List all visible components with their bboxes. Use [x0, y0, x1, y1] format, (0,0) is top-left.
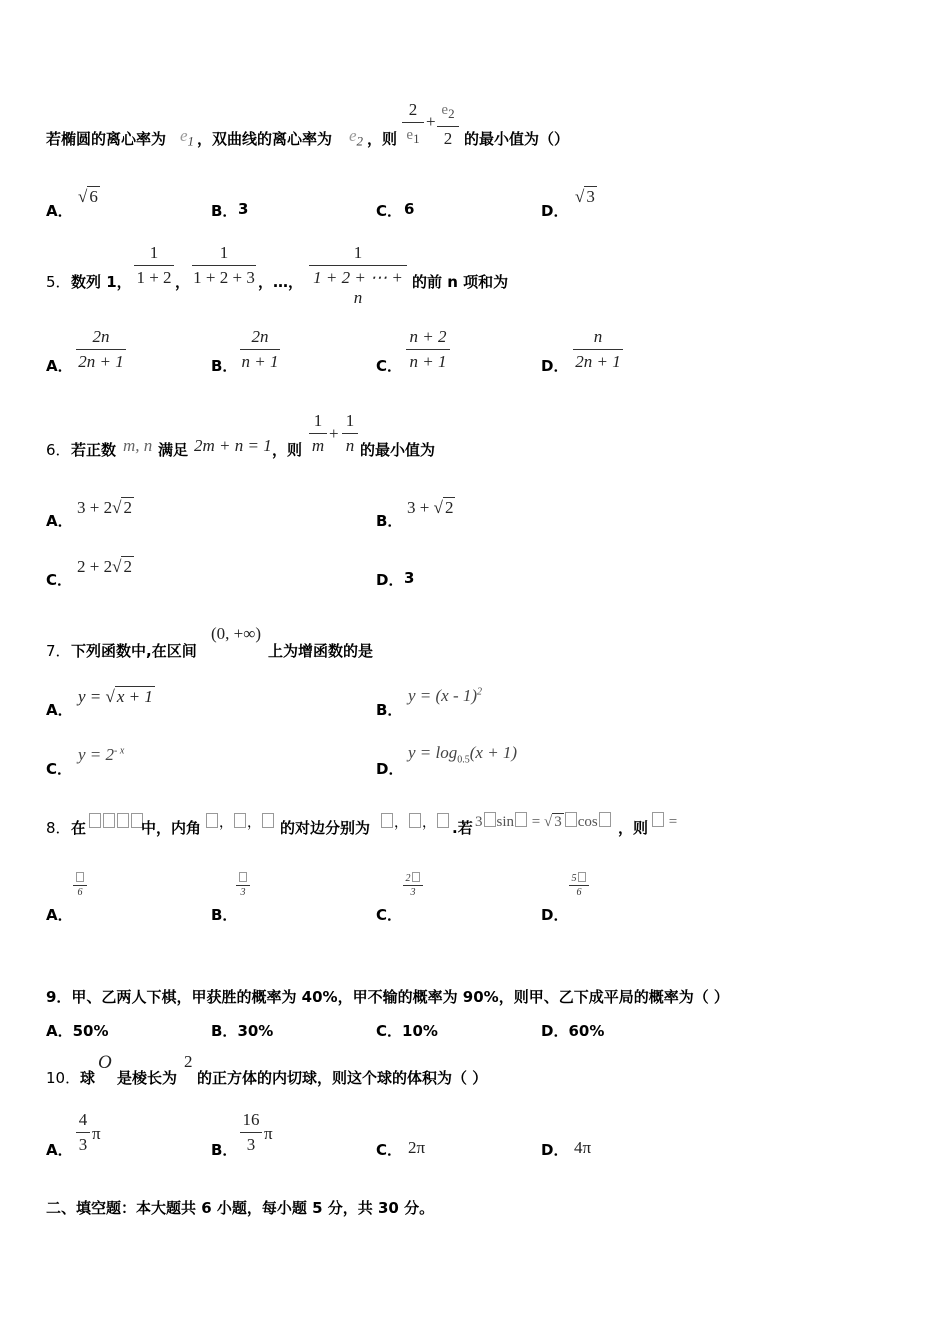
q4-stem-a: 若椭圆的离心率为	[46, 130, 167, 148]
q4-option-d-value: √ 3	[575, 187, 595, 206]
q10-edge: 2	[184, 1052, 193, 1071]
q10-option-c-label: C．	[376, 1141, 403, 1159]
q6-option-d-value: 3	[404, 569, 415, 587]
q7-stem-a: 下列函数中,在区间	[71, 642, 197, 660]
q10-stem-c: 的正方体的内切球，则这个球的体积为（ ）	[197, 1069, 488, 1087]
q8-option-b-value: 3	[236, 872, 250, 898]
q5-term-1: 1 1 + 2	[134, 243, 174, 288]
q8-stem-e: ，则	[618, 819, 649, 837]
q6-vars: m, n	[123, 436, 153, 455]
q10-option-d-label: D．	[541, 1141, 569, 1159]
q9-option-d: D．60%	[541, 1022, 605, 1040]
q8-stem-d: .若	[452, 819, 473, 837]
q5-comma-1: ，	[175, 273, 191, 291]
q5-term-3: 1 1 + 2 + ⋯ + n	[309, 243, 407, 308]
q7-stem-b: 上为增函数的是	[268, 642, 374, 660]
q10-stem-a: 球	[80, 1069, 96, 1087]
q7-number: 7．	[46, 642, 71, 660]
q7-option-d-value: $y = \log_{0.5}(x + 1)$	[408, 743, 518, 766]
q4-option-c-label: C．	[376, 202, 403, 220]
q6-stem-c: ，则	[272, 441, 303, 459]
q8-option-c-label: C．	[376, 906, 403, 924]
q8-option-d-value: 5 6	[569, 872, 589, 898]
q7-option-d-label: D．	[376, 760, 404, 778]
q9-option-b: B．30%	[211, 1022, 274, 1040]
q6-option-a-label: A．	[46, 512, 73, 530]
q4-option-a-label: A．	[46, 202, 73, 220]
q8-missing-glyphs-sides: ， ，	[380, 812, 450, 832]
q4-stem-d: 的最小值为（）	[464, 130, 570, 148]
q10-option-a-label: A．	[46, 1141, 73, 1159]
section-2-heading: 二、填空题：本大题共 6 小题，每小题 5 分，共 30 分。	[46, 1199, 435, 1217]
q8-condition: 3 sin = √ 3 cos	[475, 812, 612, 831]
q5-comma-2: ，…，	[258, 273, 304, 291]
q8-missing-glyphs-triangle	[88, 812, 144, 831]
q5-option-d-label: D．	[541, 357, 569, 375]
q8-option-c-value: 2 3	[403, 872, 423, 898]
q5-stem-a: 数列 1，	[71, 273, 132, 291]
q8-stem-b: 中，内角	[141, 819, 202, 837]
q5-option-b-label: B．	[211, 357, 238, 375]
q10-stem-b: 是棱长为	[117, 1069, 178, 1087]
q6-option-b-label: B．	[376, 512, 403, 530]
q10-option-b-label: B．	[211, 1141, 238, 1159]
q8-option-b-label: B．	[211, 906, 238, 924]
q4-frac-1: 2 $e_1$	[402, 100, 424, 149]
q10-option-b-fraction: 16 3	[240, 1110, 262, 1155]
q7-interval: (0, +∞)	[211, 624, 262, 643]
q4-e1: $e_1$	[180, 126, 195, 149]
q5-option-a-value: 2n 2n + 1	[76, 327, 126, 372]
q8-number: 8．	[46, 819, 71, 837]
q5-option-c-value: n + 2 n + 1	[406, 327, 450, 372]
q9-stem: 9．甲、乙两人下棋，甲获胜的概率为 40%，甲不输的概率为 90%，则甲、乙下成平局的概率为（ ）	[46, 988, 729, 1006]
q10-number: 10．	[46, 1069, 81, 1087]
q8-stem-c: 的对边分别为	[280, 819, 371, 837]
q9-option-c: C．10%	[376, 1022, 438, 1040]
q7-option-c-label: C．	[46, 760, 73, 778]
q4-option-b-value: 3	[238, 200, 249, 218]
q8-stem-a: 在	[71, 819, 87, 837]
q6-stem-b: 满足	[158, 441, 189, 459]
q5-stem-b: 的前 n 项和为	[412, 273, 509, 291]
q4-option-c-value: 6	[404, 200, 415, 218]
q4-stem-b: ，双曲线的离心率为	[197, 130, 333, 148]
q8-target: =	[651, 812, 677, 831]
q10-option-a-fraction: 4 3	[76, 1110, 90, 1155]
q6-option-d-label: D．	[376, 571, 404, 589]
q7-option-a-value: y = √ x + 1	[78, 687, 153, 706]
q5-option-b-value: 2n n + 1	[241, 327, 279, 371]
q8-missing-glyphs-angles: ， ，	[205, 812, 275, 832]
q10-option-d-value: 4π	[574, 1138, 592, 1157]
q5-option-c-label: C．	[376, 357, 403, 375]
q4-option-b-label: B．	[211, 202, 238, 220]
q4-e2: $e_2$	[349, 126, 364, 149]
q10-option-a-pi: π	[92, 1124, 101, 1143]
q4-option-d-label: D．	[541, 202, 569, 220]
q6-frac-2: 1 n	[342, 411, 358, 456]
q9-option-a: A．50%	[46, 1022, 109, 1040]
q6-stem-d: 的最小值为	[360, 441, 436, 459]
q5-option-a-label: A．	[46, 357, 73, 375]
q7-option-c-value: $y = 2^{- x}$	[78, 745, 125, 764]
q6-frac-1: 1 m	[309, 411, 327, 456]
q4-plus: +	[426, 112, 436, 131]
q6-option-c-value: 2 + 2√ 2	[77, 557, 132, 576]
q8-option-d-label: D．	[541, 906, 569, 924]
q4-stem-c: ，则	[367, 130, 398, 148]
q7-option-b-value: y = (x - 1)$^2$	[408, 686, 483, 705]
q6-plus: +	[329, 424, 339, 443]
q10-option-b-pi: π	[264, 1124, 273, 1143]
q4-option-a-value: √ 6	[78, 187, 98, 206]
q8-option-a-value: 6	[73, 872, 87, 898]
q5-number: 5．	[46, 273, 71, 291]
q6-option-c-label: C．	[46, 571, 73, 589]
q10-option-c-value: 2π	[408, 1138, 426, 1157]
q6-stem-a: 若正数	[71, 441, 117, 459]
q5-option-d-value: n 2n + 1	[573, 327, 623, 372]
q10-ball-o: O	[98, 1052, 112, 1073]
q4-frac-2: $e_2$ 2	[437, 100, 459, 149]
q7-option-b-label: B．	[376, 701, 403, 719]
q6-condition: 2m + n = 1	[194, 436, 272, 455]
q6-option-a-value: 3 + 2√ 2	[77, 498, 132, 517]
q6-number: 6．	[46, 441, 71, 459]
q5-term-2: 1 1 + 2 + 3	[193, 243, 255, 287]
q8-option-a-label: A．	[46, 906, 73, 924]
q6-option-b-value: 3 + √ 2	[407, 498, 454, 517]
q7-option-a-label: A．	[46, 701, 73, 719]
